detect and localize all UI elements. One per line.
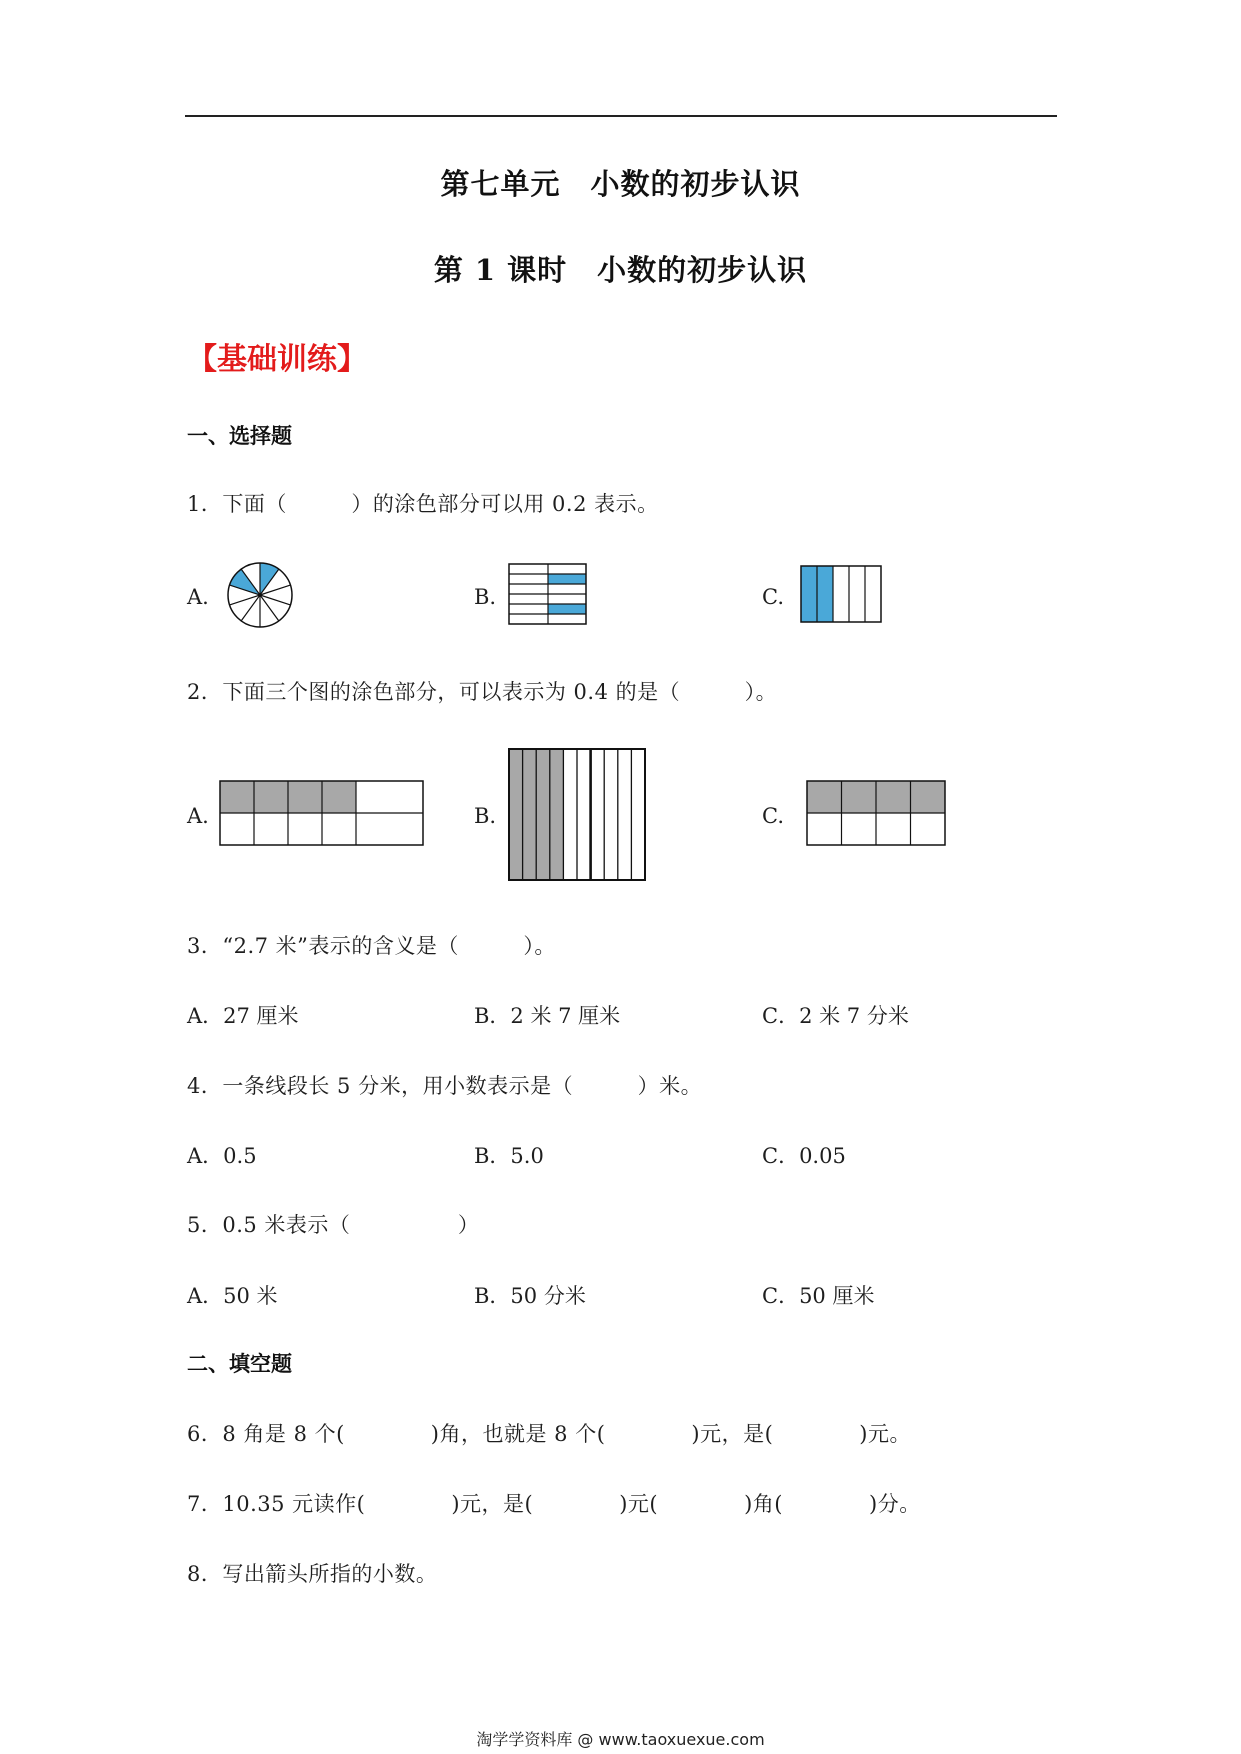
question-2: 2．下面三个图的涂色部分，可以表示为 0.4 的是（ ）。 bbox=[187, 680, 778, 704]
q5-option-a: A．50 米 bbox=[187, 1284, 278, 1308]
question-4: 4．一条线段长 5 分米，用小数表示是（ ）米。 bbox=[187, 1074, 703, 1098]
question-5: 5．0.5 米表示（ ） bbox=[187, 1213, 480, 1237]
part2-heading: 二、填空题 bbox=[187, 1351, 292, 1376]
part1-heading: 一、选择题 bbox=[187, 423, 292, 448]
q3-option-a: A．27 厘米 bbox=[187, 1004, 299, 1028]
unit-title: 第七单元 小数的初步认识 bbox=[440, 167, 801, 201]
question-8: 8．写出箭头所指的小数。 bbox=[187, 1562, 438, 1586]
q1-option-a-circle-figure bbox=[225, 560, 295, 630]
q3-option-b: B．2 米 7 厘米 bbox=[474, 1004, 621, 1028]
q5-option-c: C．50 厘米 bbox=[762, 1284, 875, 1308]
question-7: 7．10.35 元读作( )元，是( )元( )角( )分。 bbox=[187, 1492, 921, 1516]
q1-option-b-label: B. bbox=[474, 585, 497, 609]
q4-option-a: A．0.5 bbox=[187, 1144, 257, 1168]
q2-option-b-strips-figure bbox=[508, 748, 648, 882]
q1-option-b-grid-figure bbox=[508, 563, 588, 625]
lesson-title: 第 1 课时 小数的初步认识 bbox=[433, 253, 808, 287]
question-1: 1．下面（ ）的涂色部分可以用 0.2 表示。 bbox=[187, 492, 659, 516]
question-3: 3．“2.7 米”表示的含义是（ ）。 bbox=[187, 934, 556, 958]
q2-option-b-label: B. bbox=[474, 804, 497, 828]
header-rule bbox=[185, 115, 1057, 117]
q2-option-c-label: C. bbox=[762, 804, 784, 828]
question-6: 6．8 角是 8 个( )角，也就是 8 个( )元，是( )元。 bbox=[187, 1422, 911, 1446]
q1-option-a-label: A. bbox=[187, 585, 209, 609]
q2-option-a-rect-figure bbox=[219, 780, 425, 848]
footer-watermark: 淘学学资料库 @ www.taoxuexue.com bbox=[476, 1730, 765, 1749]
q4-option-c: C．0.05 bbox=[762, 1144, 846, 1168]
q2-option-c-rect-figure bbox=[806, 780, 948, 848]
q4-option-b: B．5.0 bbox=[474, 1144, 544, 1168]
q1-option-c-label: C. bbox=[762, 585, 784, 609]
q5-option-b: B．50 分米 bbox=[474, 1284, 586, 1308]
q3-option-c: C．2 米 7 分米 bbox=[762, 1004, 909, 1028]
q1-option-c-strip-figure bbox=[800, 565, 882, 623]
q2-option-a-label: A. bbox=[187, 804, 209, 828]
section-tag: 【基础训练】 bbox=[187, 342, 367, 377]
